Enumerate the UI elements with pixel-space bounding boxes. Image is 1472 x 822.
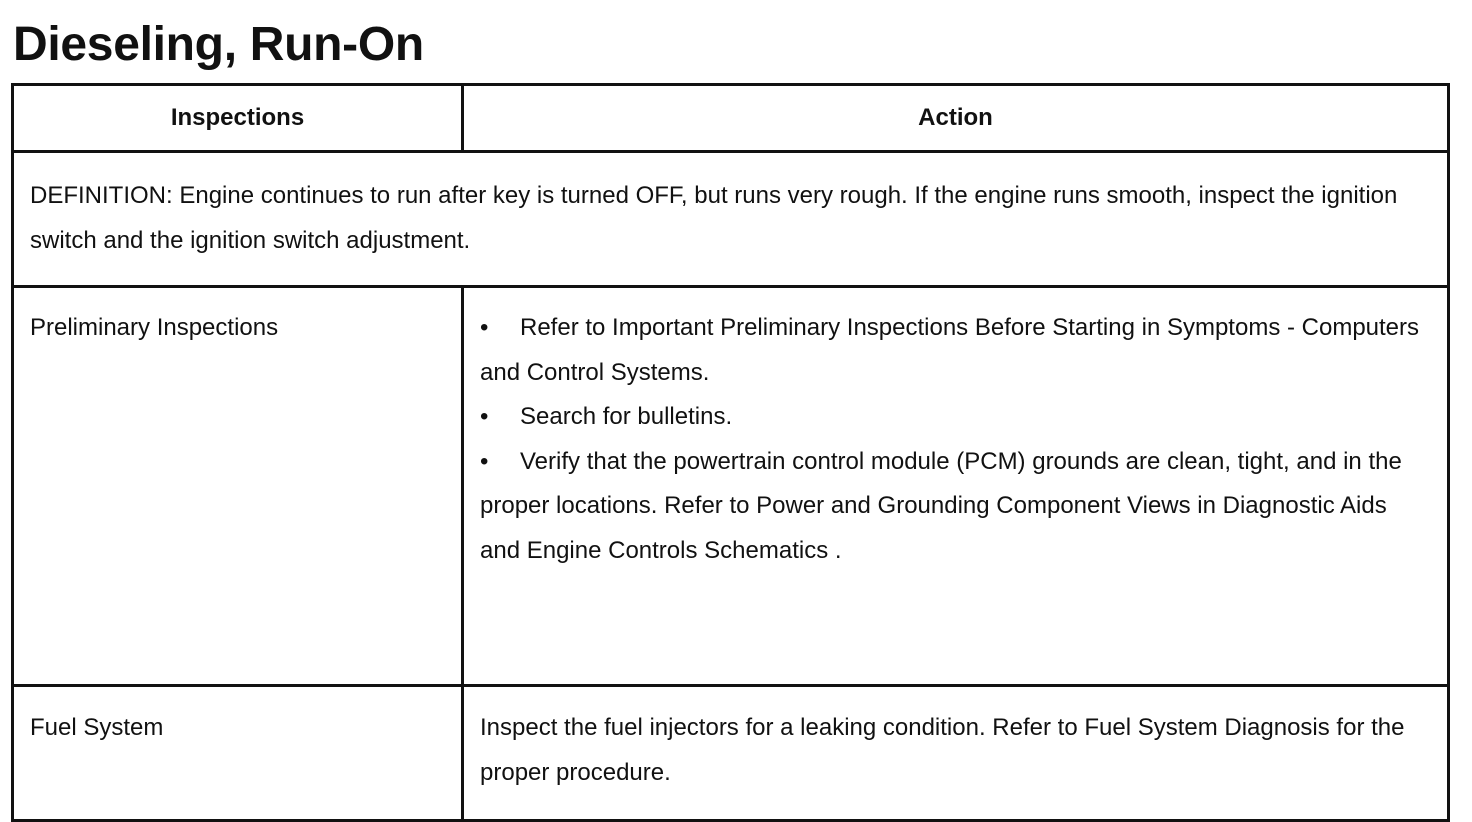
bullet-glyph: •	[480, 314, 489, 341]
inspection-preliminary: Preliminary Inspections	[13, 287, 463, 686]
action-fuel-system: Inspect the fuel injectors for a leaking condition. Refer to Fuel System Diagnosis for the proper procedure.	[463, 686, 1449, 821]
page-title: Dieseling, Run-On	[13, 18, 424, 71]
action-bullet-item	[480, 440, 1431, 574]
bullet-glyph: •	[480, 447, 489, 475]
definition-text: DEFINITION: Engine continues to run after key is turned OFF, but runs very rough. If the engine runs smooth, inspect the ignition switch and the ignition switch adjustment.	[13, 152, 1449, 287]
action-preliminary	[463, 287, 1449, 686]
bullet-glyph: •	[480, 403, 489, 430]
action-bullet-text: Verify that the powertrain control module (PCM) grounds are clean, tight, and in the proper locations. Refer to Power and Grounding Component Views in Diagnostic Aids and Engine Controls Schematics .	[480, 447, 1402, 564]
action-bullet-text: Refer to Important Preliminary Inspections Before Starting in Symptoms - Computers and Control Systems.	[480, 314, 1420, 386]
table-row	[13, 686, 1449, 821]
action-bullet-item	[480, 395, 1431, 440]
symptom-table	[11, 83, 1450, 822]
definition-row	[13, 152, 1449, 287]
table-row	[13, 287, 1449, 686]
inspection-fuel-system: Fuel System	[13, 686, 463, 821]
header-action: Action	[463, 85, 1449, 152]
action-bullet-item	[480, 306, 1431, 395]
header-inspections: Inspections	[13, 85, 463, 152]
action-bullet-text: Search for bulletins.	[520, 403, 733, 430]
table-header-row	[13, 85, 1449, 152]
